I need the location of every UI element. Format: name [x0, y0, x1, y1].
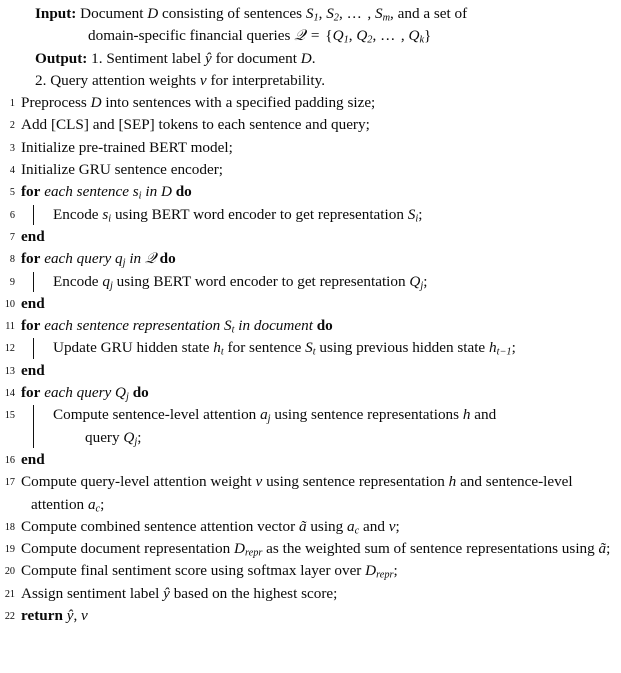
algorithm-line-18: [0, 516, 621, 538]
line-number: 19: [4, 544, 15, 556]
algorithm-line-16: [0, 449, 621, 471]
line-text: for each query $q_j$ in 𝒬 do: [21, 250, 176, 269]
header-text-input-cont: domain-specific financial queries 𝒬 = {$Q_1$, $Q_2$, … , $Q_k$}: [88, 27, 432, 46]
block-indent-rule: [33, 272, 34, 292]
line-text: Initialize GRU sentence encoder;: [21, 161, 223, 179]
line-number: 11: [5, 321, 15, 333]
line-text: Initialize pre-trained BERT model;: [21, 138, 233, 156]
algorithm-line-4: [0, 159, 621, 181]
header-text-output-cont: 2. Query attention weights v for interpretability.: [35, 71, 326, 89]
algorithm-line-1: [0, 92, 621, 114]
line-number: 12: [4, 343, 15, 355]
line-number: 1: [9, 98, 15, 110]
line-text: Assign sentiment label ŷ based on the highest score;: [21, 584, 338, 602]
algorithm-line-14: [0, 382, 621, 404]
line-number: 5: [9, 187, 15, 199]
algorithm-line-8: [0, 248, 621, 270]
line-text: Compute sentence-level attention $a_j$ using sentence representations h and query $Q_j$;: [53, 406, 497, 448]
algorithm-line-12: [0, 337, 621, 359]
algorithm-line-11: [0, 315, 621, 337]
algorithm-line-7: [0, 226, 621, 248]
line-number: 10: [4, 298, 15, 310]
line-text: for each sentence representation $S_t$ in document do: [21, 317, 333, 336]
line-number: 6: [9, 209, 15, 221]
algorithm-header-output-cont: [0, 70, 621, 92]
header-text-input: Document D consisting of sentences $S_1$, $S_2$, … , $S_m$, and a set of: [80, 5, 468, 24]
line-text: Encode $s_i$ using BERT word encoder to get representation $S_i$;: [53, 205, 423, 225]
algorithm-line-15: [0, 404, 621, 449]
line-text: end: [21, 361, 45, 379]
block-indent-rule: [33, 205, 34, 225]
block-indent-rule: [33, 338, 34, 358]
line-number: 8: [9, 254, 15, 266]
line-text: Compute document representation $D_{repr}$ as the weighted sum of sentence representations using ã;: [21, 540, 611, 559]
line-number: 18: [4, 521, 15, 533]
algorithm-line-13: [0, 360, 621, 382]
line-text: for each sentence $s_i$ in D do: [21, 183, 192, 203]
line-number: 3: [9, 142, 15, 154]
algorithm-line-19: [0, 538, 621, 560]
algorithm-line-3: [0, 137, 621, 159]
line-number: 4: [9, 165, 15, 177]
algorithm-header-input: [0, 3, 621, 25]
line-text: Compute final sentiment score using softmax layer over $D_{repr}$;: [21, 562, 398, 582]
line-text: return ŷ, v: [21, 607, 88, 625]
line-number: 9: [9, 276, 15, 288]
line-number: 17: [4, 477, 15, 489]
algorithm-line-5: [0, 181, 621, 203]
algorithm-line-21: [0, 583, 621, 605]
line-text: Update GRU hidden state $h_t$ for sentence $S_t$ using previous hidden state $h_{t-1}$;: [53, 339, 516, 359]
line-text: end: [21, 450, 45, 468]
header-label-output: Output:: [35, 49, 88, 67]
algorithm-header-input-cont: [0, 25, 621, 47]
line-text: for each query $Q_j$ do: [21, 384, 149, 403]
line-number: 2: [9, 120, 15, 132]
line-number: 22: [4, 611, 15, 623]
algorithm-line-10: [0, 293, 621, 315]
algorithm-line-9: [0, 271, 621, 293]
line-number: 20: [4, 566, 15, 578]
line-number: 7: [9, 231, 15, 243]
line-text: Add [CLS] and [SEP] tokens to each sentence and query;: [21, 116, 370, 134]
algorithm-line-2: [0, 114, 621, 136]
algorithm-line-17: [0, 471, 621, 516]
line-number: 13: [4, 365, 15, 377]
line-text: Encode $q_j$ using BERT word encoder to get representation $Q_j$;: [53, 272, 428, 292]
line-text: end: [21, 294, 45, 312]
block-indent-rule: [33, 405, 34, 448]
line-text: end: [21, 227, 45, 245]
line-number: 15: [4, 410, 15, 422]
algorithm-line-6: [0, 204, 621, 226]
line-number: 16: [4, 454, 15, 466]
line-text: Compute query-level attention weight v using sentence representation h and sentence-level attention $a_c$;: [21, 473, 573, 515]
algorithm-line-22: [0, 605, 621, 627]
line-text: Preprocess D into sentences with a specified padding size;: [21, 94, 376, 112]
line-text: Compute combined sentence attention vector ã using $a_c$ and v;: [21, 517, 400, 537]
line-number: 14: [4, 388, 15, 400]
line-number: 21: [4, 588, 15, 600]
header-label-input: Input:: [35, 5, 77, 22]
header-text-output: 1. Sentiment label ŷ for document D.: [91, 49, 316, 67]
algorithm-line-20: [0, 560, 621, 582]
algorithm-header-output: [0, 48, 621, 70]
